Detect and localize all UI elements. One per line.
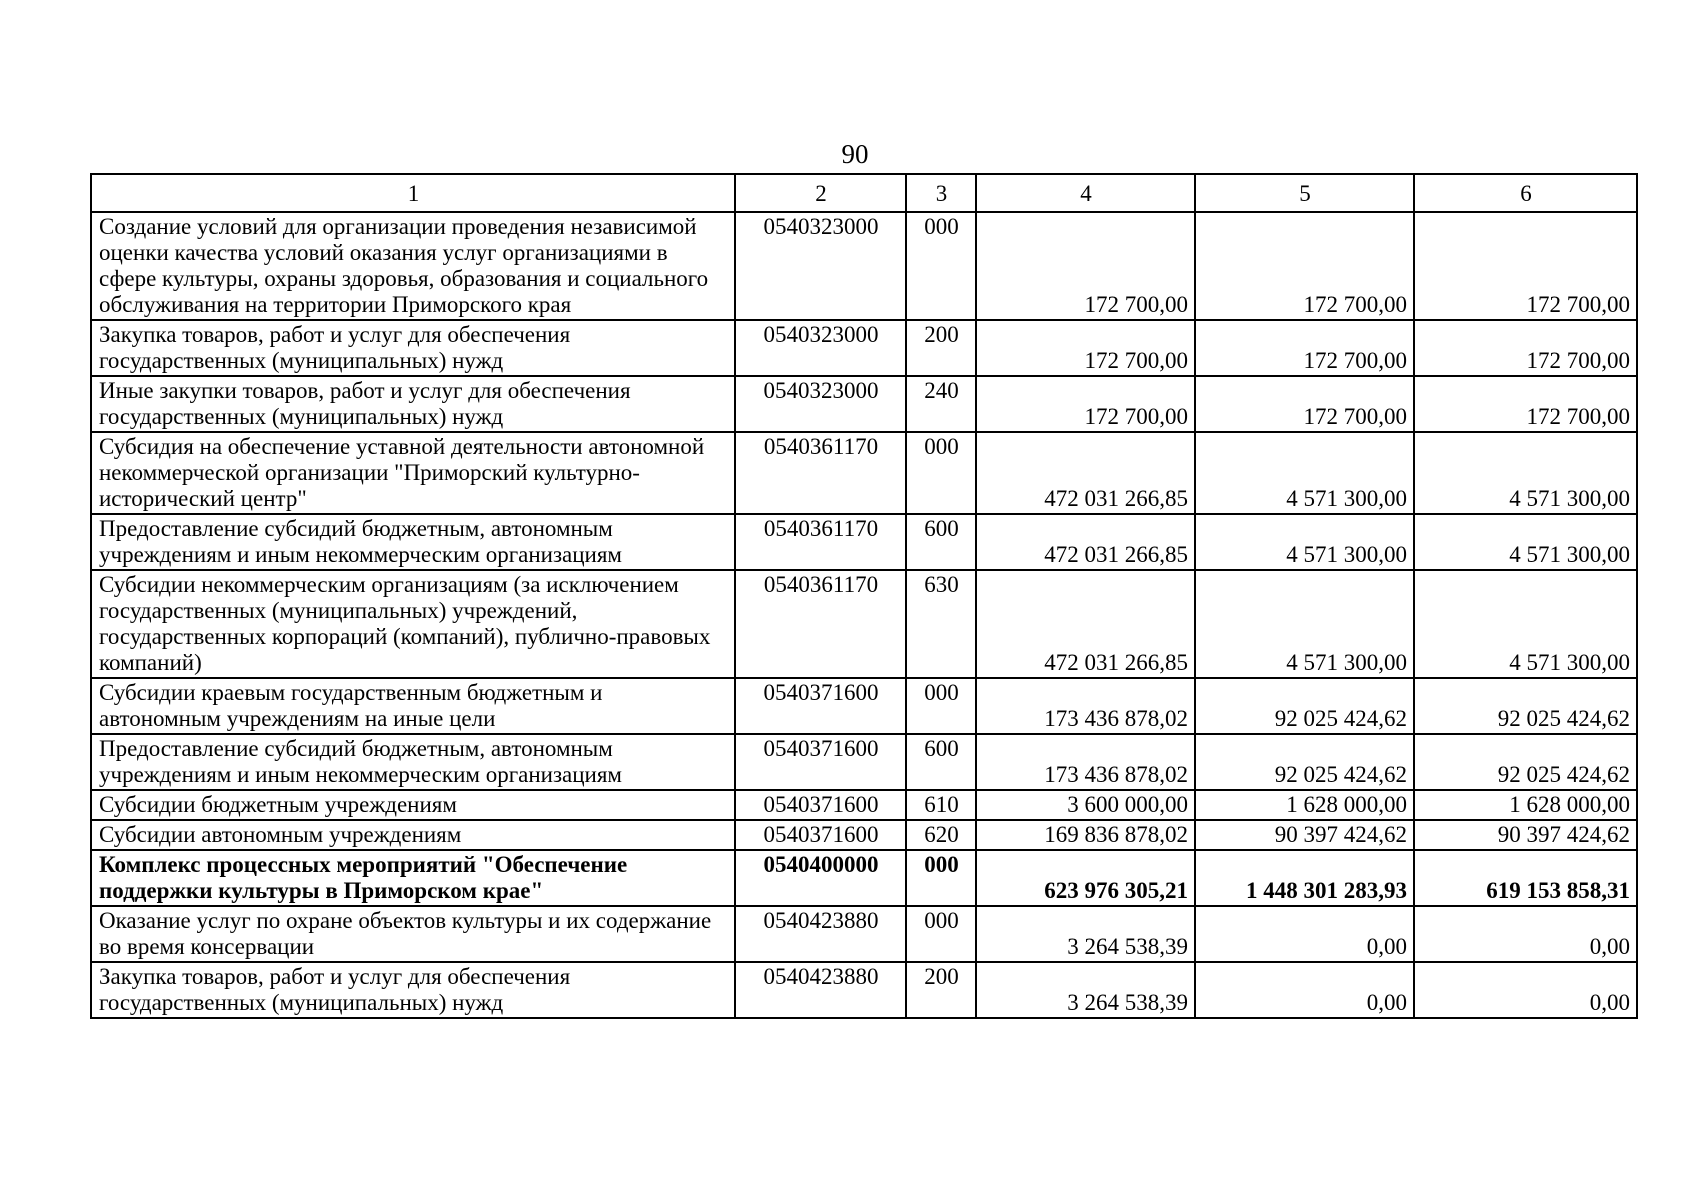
- row-name: Субсидия на обеспечение уставной деятельности автономной некоммерческой организации "Приморский культурно-исторический центр": [91, 432, 735, 514]
- row-value-col5: 172 700,00: [1195, 376, 1414, 432]
- row-value-col5: 1 448 301 283,93: [1195, 850, 1414, 906]
- row-value-col4: 472 031 266,85: [976, 432, 1195, 514]
- row-type-code: 610: [906, 790, 976, 820]
- row-type-code: 200: [906, 962, 976, 1018]
- row-value-col4: 3 264 538,39: [976, 906, 1195, 962]
- row-name: Предоставление субсидий бюджетным, автономным учреждениям и иным некоммерческим организациям: [91, 734, 735, 790]
- row-value-col5: 0,00: [1195, 962, 1414, 1018]
- column-number-row: [91, 174, 1637, 212]
- row-value-col4: 172 700,00: [976, 376, 1195, 432]
- row-name: Оказание услуг по охране объектов культуры и их содержание во время консервации: [91, 906, 735, 962]
- budget-table-body: [91, 174, 1637, 1018]
- table-row: [91, 376, 1637, 432]
- column-header-4: 4: [976, 174, 1195, 212]
- row-value-col6: 619 153 858,31: [1414, 850, 1637, 906]
- table-row: [91, 320, 1637, 376]
- row-value-col4: 3 264 538,39: [976, 962, 1195, 1018]
- row-type-code: 240: [906, 376, 976, 432]
- column-header-2: 2: [735, 174, 906, 212]
- row-value-col5: 1 628 000,00: [1195, 790, 1414, 820]
- budget-table: [90, 173, 1638, 1019]
- row-type-code: 000: [906, 850, 976, 906]
- row-name: Субсидии некоммерческим организациям (за исключением государственных (муниципальных) учреждений, государственных корпораций (компаний), публично-правовых компаний): [91, 570, 735, 678]
- row-value-col6: 172 700,00: [1414, 320, 1637, 376]
- row-code: 0540371600: [735, 820, 906, 850]
- row-value-col6: 172 700,00: [1414, 212, 1637, 320]
- row-name: Иные закупки товаров, работ и услуг для обеспечения государственных (муниципальных) нужд: [91, 376, 735, 432]
- table-row: [91, 962, 1637, 1018]
- row-value-col4: 172 700,00: [976, 212, 1195, 320]
- row-value-col5: 4 571 300,00: [1195, 514, 1414, 570]
- row-type-code: 200: [906, 320, 976, 376]
- row-value-col5: 0,00: [1195, 906, 1414, 962]
- row-code: 0540371600: [735, 734, 906, 790]
- row-value-col6: 4 571 300,00: [1414, 432, 1637, 514]
- table-row: [91, 514, 1637, 570]
- row-code: 0540371600: [735, 678, 906, 734]
- row-value-col4: 173 436 878,02: [976, 734, 1195, 790]
- row-name: Предоставление субсидий бюджетным, автономным учреждениям и иным некоммерческим организациям: [91, 514, 735, 570]
- row-value-col4: 172 700,00: [976, 320, 1195, 376]
- row-code: 0540323000: [735, 376, 906, 432]
- table-row: [91, 850, 1637, 906]
- table-row: [91, 432, 1637, 514]
- column-header-5: 5: [1195, 174, 1414, 212]
- column-header-3: 3: [906, 174, 976, 212]
- column-header-1: 1: [91, 174, 735, 212]
- row-code: 0540371600: [735, 790, 906, 820]
- row-code: 0540323000: [735, 320, 906, 376]
- row-value-col5: 92 025 424,62: [1195, 678, 1414, 734]
- row-code: 0540400000: [735, 850, 906, 906]
- row-code: 0540361170: [735, 570, 906, 678]
- row-value-col6: 0,00: [1414, 962, 1637, 1018]
- page-number: 90: [841, 139, 869, 169]
- row-name: Закупка товаров, работ и услуг для обеспечения государственных (муниципальных) нужд: [91, 962, 735, 1018]
- row-value-col6: 92 025 424,62: [1414, 734, 1637, 790]
- row-value-col6: 0,00: [1414, 906, 1637, 962]
- table-row: [91, 570, 1637, 678]
- row-value-col6: 90 397 424,62: [1414, 820, 1637, 850]
- row-type-code: 600: [906, 734, 976, 790]
- row-value-col6: 4 571 300,00: [1414, 570, 1637, 678]
- row-type-code: 600: [906, 514, 976, 570]
- row-value-col4: 173 436 878,02: [976, 678, 1195, 734]
- table-row: [91, 790, 1637, 820]
- row-code: 0540361170: [735, 432, 906, 514]
- row-code: 0540361170: [735, 514, 906, 570]
- row-value-col5: 172 700,00: [1195, 212, 1414, 320]
- table-row: [91, 820, 1637, 850]
- row-type-code: 620: [906, 820, 976, 850]
- row-type-code: 000: [906, 678, 976, 734]
- row-type-code: 000: [906, 432, 976, 514]
- row-value-col4: 472 031 266,85: [976, 514, 1195, 570]
- row-value-col5: 90 397 424,62: [1195, 820, 1414, 850]
- row-name: Субсидии бюджетным учреждениям: [91, 790, 735, 820]
- row-code: 0540423880: [735, 906, 906, 962]
- row-value-col6: 4 571 300,00: [1414, 514, 1637, 570]
- row-value-col5: 4 571 300,00: [1195, 570, 1414, 678]
- row-value-col5: 4 571 300,00: [1195, 432, 1414, 514]
- row-value-col5: 172 700,00: [1195, 320, 1414, 376]
- row-value-col6: 172 700,00: [1414, 376, 1637, 432]
- table-row: [91, 906, 1637, 962]
- column-header-6: 6: [1414, 174, 1637, 212]
- row-type-code: 000: [906, 906, 976, 962]
- table-row: [91, 212, 1637, 320]
- row-value-col4: 169 836 878,02: [976, 820, 1195, 850]
- row-type-code: 000: [906, 212, 976, 320]
- row-name: Закупка товаров, работ и услуг для обеспечения государственных (муниципальных) нужд: [91, 320, 735, 376]
- table-row: [91, 734, 1637, 790]
- row-type-code: 630: [906, 570, 976, 678]
- table-row: [91, 678, 1637, 734]
- row-value-col4: 472 031 266,85: [976, 570, 1195, 678]
- row-name: Комплекс процессных мероприятий "Обеспечение поддержки культуры в Приморском крае": [91, 850, 735, 906]
- row-name: Субсидии краевым государственным бюджетным и автономным учреждениям на иные цели: [91, 678, 735, 734]
- row-code: 0540323000: [735, 212, 906, 320]
- row-name: Создание условий для организации проведения независимой оценки качества условий оказания услуг организациями в сфере культуры, охраны здоровья, образования и социального обслуживания на территории Приморского края: [91, 212, 735, 320]
- row-value-col6: 92 025 424,62: [1414, 678, 1637, 734]
- row-value-col5: 92 025 424,62: [1195, 734, 1414, 790]
- row-value-col6: 1 628 000,00: [1414, 790, 1637, 820]
- row-name: Субсидии автономным учреждениям: [91, 820, 735, 850]
- row-value-col4: 3 600 000,00: [976, 790, 1195, 820]
- row-code: 0540423880: [735, 962, 906, 1018]
- row-value-col4: 623 976 305,21: [976, 850, 1195, 906]
